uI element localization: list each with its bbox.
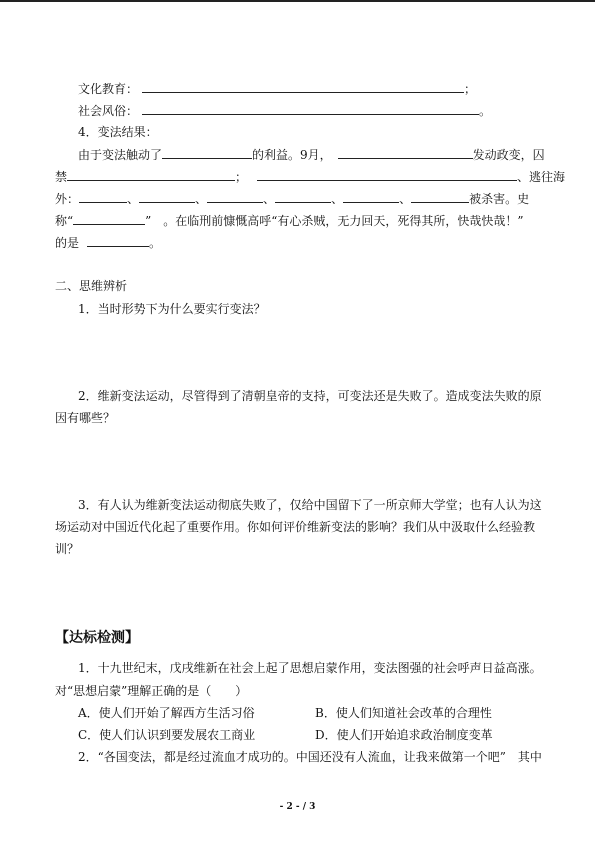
blank-interest-group[interactable] bbox=[162, 146, 252, 159]
text-line1-c: 发动政变，囚 bbox=[472, 148, 545, 162]
blank-killed-6[interactable] bbox=[411, 190, 469, 203]
test-q1-line1: 1．十九世纪末，戊戌维新在社会上起了思想启蒙作用，变法图强的社会呼声日益高涨。 bbox=[78, 661, 542, 675]
thinking-q3-line2: 场运动对中国近代化起了重要作用。你如何评价维新变法的影响？我们从中汲取什么经验教 bbox=[55, 520, 536, 534]
blank-imprisoned[interactable] bbox=[67, 168, 235, 181]
text-line3-a: 外： bbox=[55, 192, 80, 206]
custom-line bbox=[78, 102, 491, 119]
blank-killed-1[interactable] bbox=[79, 190, 127, 203]
culture-line bbox=[78, 80, 476, 97]
test-q1-option-d[interactable]: D．使人们开始追求政治制度变革 bbox=[315, 728, 493, 742]
sep: 、 bbox=[127, 192, 140, 206]
text-line5-a: 的是 bbox=[55, 236, 80, 250]
blank-martyr[interactable] bbox=[87, 234, 149, 247]
result-line-1 bbox=[78, 146, 545, 163]
result-heading: 4．变法结果： bbox=[78, 125, 158, 139]
thinking-q3-line3: 训？ bbox=[55, 542, 80, 556]
text-line1-b: 的利益。9月， bbox=[252, 148, 332, 162]
blank-fled[interactable] bbox=[257, 168, 517, 181]
custom-end: 。 bbox=[479, 104, 492, 118]
blank-killed-5[interactable] bbox=[343, 190, 399, 203]
blank-culture[interactable] bbox=[142, 80, 464, 93]
text-line5-end: 。 bbox=[149, 236, 162, 250]
test-q2-line1: 2．“各国变法，都是经过流血才成功的。中国还没有人流血，让我来做第一个吧” 其中 bbox=[78, 750, 542, 764]
thinking-q2-line2: 因有哪些？ bbox=[55, 411, 116, 425]
sep: 、 bbox=[331, 192, 344, 206]
sep: 、 bbox=[263, 192, 276, 206]
result-line-2 bbox=[55, 168, 565, 185]
result-line-5 bbox=[55, 234, 161, 251]
text-line2-c: 、逃往海 bbox=[517, 170, 566, 184]
thinking-q1: 1．当时形势下为什么要实行变法？ bbox=[78, 302, 266, 316]
blank-historical-name[interactable] bbox=[73, 212, 145, 225]
result-line-3 bbox=[55, 190, 529, 207]
test-q1-option-a[interactable]: A．使人们开始了解西方生活习俗 bbox=[78, 706, 255, 720]
blank-custom[interactable] bbox=[142, 102, 479, 115]
blank-killed-3[interactable] bbox=[207, 190, 263, 203]
test-q1-line2: 对“思想启蒙”理解正确的是（ ） bbox=[55, 684, 248, 698]
blank-killed-2[interactable] bbox=[139, 190, 195, 203]
text-line4-a: 称“ bbox=[55, 214, 74, 228]
sep: 、 bbox=[399, 192, 412, 206]
section-heading-test: 【达标检测】 bbox=[55, 630, 139, 646]
text-line3-end: 被杀害。史 bbox=[469, 192, 530, 206]
section-heading-thinking: 二、思维辨析 bbox=[55, 279, 128, 293]
culture-label: 文化教育： bbox=[78, 82, 139, 96]
custom-label: 社会风俗： bbox=[78, 104, 139, 118]
result-line-4 bbox=[55, 212, 524, 229]
thinking-q3-line1: 3．有人认为维新变法运动彻底失败了，仅给中国留下了一所京师大学堂；也有人认为这 bbox=[78, 498, 542, 512]
text-line4-b: ” 。在临刑前慷慨高呼“有心杀贼，无力回天，死得其所，快哉快哉！” bbox=[145, 214, 524, 228]
sep: 、 bbox=[195, 192, 208, 206]
text-line2-a: 禁 bbox=[55, 170, 68, 184]
top-rule bbox=[0, 0, 595, 2]
blank-killed-4[interactable] bbox=[275, 190, 331, 203]
test-q1-option-b[interactable]: B．使人们知道社会改革的合理性 bbox=[315, 706, 492, 720]
text-line2-b: ； bbox=[235, 170, 248, 184]
page-number: - 2 - / 3 bbox=[279, 802, 316, 812]
text-line1-a: 由于变法触动了 bbox=[78, 148, 163, 162]
test-q1-option-c[interactable]: C．使人们认识到要发展农工商业 bbox=[78, 728, 256, 742]
blank-coup-leader[interactable] bbox=[338, 146, 473, 159]
thinking-q2-line1: 2．维新变法运动，尽管得到了清朝皇帝的支持，可变法还是失败了。造成变法失败的原 bbox=[78, 389, 542, 403]
culture-end: ； bbox=[464, 82, 477, 96]
